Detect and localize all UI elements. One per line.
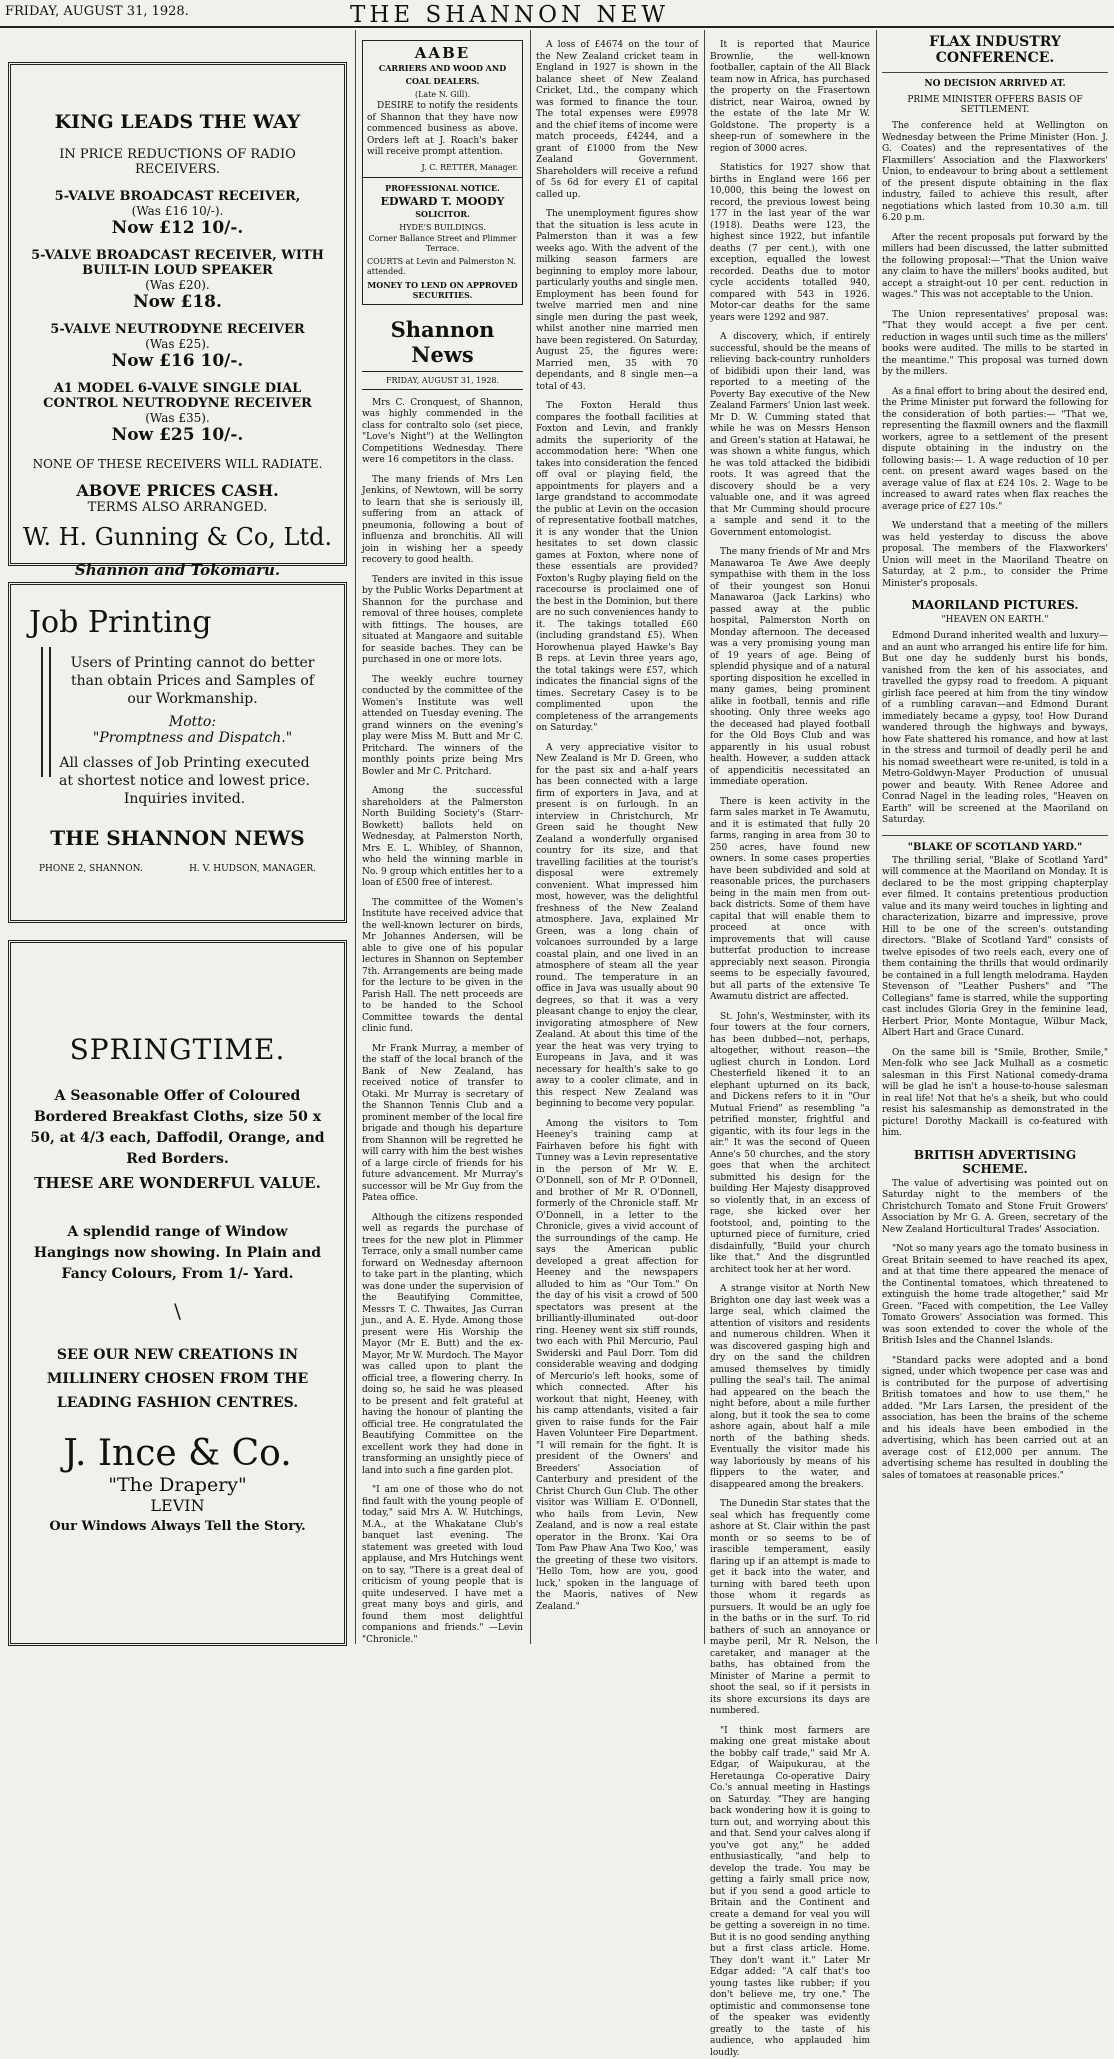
paper-title: Shannon News [362, 317, 523, 367]
aabe-late: (Late N. Gill). [367, 88, 518, 101]
job-ad-paper: THE SHANNON NEWS [11, 826, 344, 850]
news-item: We understand that a meeting of the millers was held yesterday to discuss the above proposal. The members of the Flaxworkers' Union will meet in the Maoriland Theatre on Saturday, at 2 p.m., to consider the Prime Minister's proposals. [882, 521, 1108, 590]
paper-date: FRIDAY, AUGUST 31, 1928. [362, 371, 523, 390]
news-item: The unemployment figures show that the situation is less acute in Palmerston than it was a few weeks ago. With the advent of the milking season farmers are beginning to employ more labour, particularly youths and single men. Employment has been found for twelve married men and nine single men during the past week, whilst another nine married men have been registered. On Saturday, August 25, the figures were: Married men, 35 with 70 dependants, and 8 single men—a total of 43. [536, 209, 698, 393]
news-item: Mrs C. Cronquest, of Shannon, was highly commended in the class for contralto solo (set piece, "Love's Night") at the Wellington Competitions Wednesday. There were 16 competitors in the class. [362, 398, 523, 467]
news-item: "I am one of those who do not find fault with the young people of today," said Mrs A. W. Hutchings, M.A., at the Whakatane Club's banquet last evening. The statement was greeted with loud applause, and Mrs Hutchings went on to say, "There is a great deal of criticism of young people that is quite undeserved. I have met a great many boys and girls, and found them most delightful companions and friends." —Levin "Chronicle." [362, 1485, 523, 1646]
moody-bldg: HYDE'S BUILDINGS. [367, 221, 518, 234]
column-rule [876, 30, 877, 1644]
maoriland-subheading: "HEAVEN ON EARTH." [882, 615, 1108, 625]
spring-ad-mark: \ [11, 1299, 344, 1323]
aabe-sign: J. C. RETTER, Manager. [367, 161, 518, 174]
radio-item: 5-VALVE NEUTRODYNE RECEIVER (Was £25). Now £16 10/-. [11, 322, 344, 371]
spring-ad-offer: A Seasonable Offer of Coloured Bordered Breakfast Cloths, size 50 x 50, at 4/3 each, Daffodil, Orange, and Red Borders. [27, 1086, 328, 1170]
news-item: "Standard packs were adopted and a bond signed, under which twopence per case was and is contributed for the purpose of advertising British tomatoes and how to use them," he added. "Mr Lars Larsen, the president of the association, has been the brains of the scheme and his ideals have been embodied in the advertising, which has been carried out at an average cost of £12,000 per annum. The advertising scheme has resulted in doubling the sales of tomatoes at reasonable prices." [882, 1356, 1108, 1483]
news-item: The many friends of Mr and Mrs Manawaroa Te Awe Awe deeply sympathise with them in the loss of their youngest son Honui Manawaroa (Jack Larkins) who passed away at the public hospital, Palmerston North on Monday afternoon. The deceased was a very promising young man of 19 years of age. Being of splendid physique and of a natural sporting disposition he excelled in many games, being prominent alike in football, tennis and rifle shooting. Only three weeks ago the deceased had played football for the Old Boys Club and was apparently in his usual robust health. However, a sudden attack of appendicitis necessitated an immediate operation. [710, 547, 870, 789]
aabe-title: AABE [367, 44, 518, 62]
news-item: "I think most farmers are making one great mistake about the bobby calf trade," said Mr A. Edgar, of Waipukurau, at the Heretaunga Co-operative Dairy Co.'s annual meeting in Hastings on Saturday. "They are hanging back wondering how it is going to turn out, and worrying about this and that. Send your calves along if you've got any," he added enthusiastically, "and help to develop the trade. You may be getting a fairly small price now, but if you send a good article to Britain and the Continent and create a demand for veal you will be getting a sovereign in no time. But it is no good sending anything but a first class article. Home. They don't want it." Later Mr Edgar added: "A calf that's too young tastes like rubber; if you don't believe me, try one." The optimistic and commonsense tone of the speaker was evidently greatly to the taste of his audience, who applauded him loudly. [710, 1726, 870, 2059]
spring-ad-hangings: A splendid range of Window Hangings now showing. In Plain and Fancy Colours, From 1/- Yard. [31, 1222, 324, 1285]
job-ad-phone: PHONE 2, SHANNON. [39, 864, 143, 874]
news-item: A loss of £4674 on the tour of the New Zealand cricket team in England in 1927 is shown in the balance sheet of New Zealand Cricket, Ltd., the company which was formed to finance the tour. The total expenses were £9978 and the chief items of income were match proceeds, £4244, and a grant of £1000 from the New Zealand Government. Shareholders will receive a refund of 5s 6d for every £1 of capital called up. [536, 40, 698, 201]
radio-item: 5-VALVE BROADCAST RECEIVER, WITH BUILT-IN LOUD SPEAKER (Was £20). Now £18. [11, 248, 344, 312]
spring-ad-firm: J. Ince & Co. [11, 1433, 344, 1474]
news-item: The conference held at Wellington on Wednesday between the Prime Minister (Hon. J. G. Coates) and the representatives of the Flaxmillers' Association and the Flaxworkers' Union, to endeavour to bring about a settlement of the present dispute obtaining in the flax industry, failed to achieve this result, after negotiations which lasted from 10.30 a.m. till 6.20 p.m. [882, 121, 1108, 225]
flax-subheading-2: PRIME MINISTER OFFERS BASIS OF SETTLEMENT. [882, 95, 1108, 115]
springtime-ad [8, 940, 347, 1646]
radio-ad-cash: ABOVE PRICES CASH. [11, 481, 344, 500]
news-item: The weekly euchre tourney conducted by the committee of the Women's Institute was well attended on Tuesday evening. The grand winners on the evening's play were Miss M. Butt and Mr C. Pritchard. The winners of the monthly points prize being Mrs Bowler and Mr C. Pritchard. [362, 675, 523, 779]
masthead-title: THE SHANNON NEW [350, 2, 669, 28]
radio-ad [8, 62, 347, 566]
masthead-rule [0, 26, 1114, 28]
news-item: There is keen activity in the farm sales market in Te Awamutu, and it is estimated that fully 20 farms, ranging in area from 30 to 250 acres, have found new owners. In some cases properties have been subdivided and sold at reasonable prices, the purchasers being in the main men from out-back districts. Some of them have capital that will enable them to proceed at once with improvements that will cause butterfat production to increase appreciably next season. Pirongia seems to be especially favoured, but all parts of the extensive Te Awamutu district are affected. [710, 797, 870, 1004]
aabe-sub: CARRIERS AND WOOD AND COAL DEALERS. [367, 62, 518, 88]
news-item: Statistics for 1927 show that births in England were 166 per 10,000, this being the lowest on record, the previous lowest being 177 in the last year of the war (1918). Deaths were 123, the highest since 1922, but infantile deaths (7 per cent.), with one exception, equalled the lowest recorded. Deaths due to motor cycle accidents totalled 940, compared with 543 in 1926. Motor-car deaths for the same years were 1292 and 987. [710, 163, 870, 324]
moody-money: MONEY TO LEND ON APPROVED SECURITIES. [367, 280, 518, 300]
moody-addr: Corner Ballance Street and Plimmer Terrace. [367, 234, 518, 254]
news-item: A strange visitor at North New Brighton one day last week was a large seal, which claimed the attention of visitors and residents and numerous children. When it was discovered gasping high and dry on the sand the children amused themselves by timidly pulling the seal's tail. The animal had appeared on the beach the night before, about a mile further along, but it took the sea to come ashore again, about half a mile north of the bathing sheds. Eventually the visitor made his way laboriously by means of his flippers to the water, and disappeared among the breakers. [710, 1284, 870, 1491]
news-item: After the recent proposals put forward by the millers had been discussed, the latter submitted the following proposal:—"That the Union waive any claim to have the millers' books audited, but accept a straight-out 10 per cent. reduction in wages." This was not acceptable to the Union. [882, 233, 1108, 302]
news-item: The Union representatives' proposal was: "That they would accept a five per cent. reduction in wages until such time as the millers' books were audited. The mills to be started in the meantime." This proposal was turned down by the millers. [882, 310, 1108, 379]
news-item: The Dunedin Star states that the seal which has frequently come ashore at St. Clair within the past month or so seems to be of irascible temperament, easily flaring up if an attempt is made to get it back into the water, and turning with bared teeth upon those whom it regards as pursuers. It would be an ugly foe in the baths or in the surf. To rid bathers of such an annoyance or maybe peril, Mr R. Nelson, the caretaker, and manager at the baths, has obtained from the Minister of Marine a permit to shoot the seal, so if it persists in its shore excursions its days are numbered. [710, 1499, 870, 1718]
job-printing-ad [8, 582, 347, 923]
spring-ad-town: LEVIN [11, 1496, 344, 1515]
masthead-date: FRIDAY, AUGUST 31, 1928. [5, 4, 189, 19]
news-item: "Not so many years ago the tomato business in Great Britain seemed to have reached its apex, and at that time there appeared the menace of the Continental tomatoes, which threatened to extinguish the home trade altogether," said Mr Green. "Faced with competition, the Lee Valley Tomato Growers' Association was formed. This was soon extended to cover the whole of the British Isles and the Channel Islands. [882, 1244, 1108, 1348]
news-item: The committee of the Women's Institute have received advice that the well-known lecturer on birds, Mr Johannes Andersen, will be able to give one of his popular lectures in Shannon on September 7th. Arrangements are being made for the lecture to be given in the Parish Hall. The nett proceeds are to be handed to the School Committee towards the dental clinic fund. [362, 898, 523, 1036]
news-item: Tenders are invited in this issue by the Public Works Department at Shannon for the purchase and removal of three houses, complete with fittings. The houses, are situated at Mangaore and suitable for seaside baches. They can be purchased in one or more lots. [362, 575, 523, 667]
advertising-heading: BRITISH ADVERTISING SCHEME. [882, 1148, 1108, 1176]
column-rule [355, 30, 356, 1644]
radio-item: A1 MODEL 6-VALVE SINGLE DIAL CONTROL NEUTRODYNE RECEIVER (Was £35). Now £25 10/-. [11, 381, 344, 445]
radio-ad-terms: TERMS ALSO ARRANGED. [11, 500, 344, 515]
radio-ad-towns: Shannon and Tokomaru. [11, 561, 344, 579]
column-5 [882, 34, 1108, 1640]
news-item: A very appreciative visitor to New Zealand is Mr D. Green, who for the past six and a-half years has been connected with a large firm of exporters in Java, and at present is on furlough. In an interview in Christchurch, Mr Green said he thought New Zealand a wonderfully organised country for its size, and that travelling facilities at the tourist's disposal were extremely convenient. What impressed him most, however, was the delightful freshness of the New Zealand atmosphere. Java, explained Mr Green, was a long chain of volcanoes surrounded by a large coastal plain, and one lived in an atmosphere of steam all the year round. The temperature in an office in Java was usually about 90 degrees, so that it was a very pleasant change to enjoy the clear, invigorating atmosphere of New Zealand. At about this time of the year the heat was very trying to Europeans in Java, and it was necessary for health's sake to go away to a cooler climate, and in this respect New Zealand was beginning to become very popular. [536, 743, 698, 1111]
news-item: Among the visitors to Tom Heeney's training camp at Fairhaven before his fight with Tunney was a Levin representative in the person of Mr W. E. O'Donnell, son of Mr P. O'Donnell, and brother of Mr R. O'Donnell, formerly of the Chronicle staff. Mr O'Donnell, in a letter to the Chronicle, gives a vivid account of the surroundings of the camp. He says the American public developed a great affection for Heeney and the newspapers alluded to him as "Our Tom." On the day of his visit a crowd of 500 spectators was present at the brilliantly-illuminated out-door ring. Heeney went six stiff rounds, two each with Phil Mercurio, Paul Swiderski and Paul Dorr. Tom did considerable weaving and dodging of Mercurio's left hooks, some of which connected. After his workout that night, Heeney, with his camp attendants, visited a fair given to raise funds for the Fair Haven Volunteer Fire Department. "I will remain for the fight. It is president of the Owners' and Breeders' Association of Canterbury and president of the Christ Church Gun Club. The other visitor was William E. O'Donnell, who hails from Levin, New Zealand, and is now a real estate operator in the Bronx. 'Kai Ora Tom Paw Phaw Ana Two Koo,' was the greeting of these two visitors. 'Hello Tom, how are you, good luck,' spoken in the language of the Maoris, natives of New Zealand." [536, 1119, 698, 1614]
job-ad-title: Job Printing [29, 605, 344, 640]
radio-item: 5-VALVE BROADCAST RECEIVER, (Was £16 10/-). Now £12 10/-. [11, 189, 344, 238]
column-3 [536, 40, 698, 1640]
moody-name: EDWARD T. MOODY [367, 195, 518, 208]
maoriland-heading: MAORILAND PICTURES. [882, 598, 1108, 612]
flax-subheading: NO DECISION ARRIVED AT. [882, 79, 1108, 89]
job-ad-body: Users of Printing cannot do better than obtain Prices and Samples of our Workmanship. [61, 654, 324, 708]
news-item: The Foxton Herald thus compares the football facilities at Foxton and Levin, and frankly admits the superiority of the accommodation here: "When one takes into consideration the fenced off oval or playing field, the appointments for players and a large grandstand to accommodate the public at Levin on the occasion of representative football matches, it is any wonder that the Union hesitates to set down classic games at Foxton, where none of these essentials are provided? Foxton's Rugby playing field on the racecourse is proclaimed one of the best in the Dominion, but there are no such conveniences handy to it. The takings totalled £60 (including grandstand £5). When Horowhenua played Hawke's Bay B reps. at Levin three years ago, the total takings were £57, which indicates the financial signs of the times. Secretary Casey is to be complimented upon the completeness of the arrangements on Saturday." [536, 401, 698, 735]
spring-ad-millinery: SEE OUR NEW CREATIONS IN MILLINERY CHOSEN FROM THE LEADING FASHION CENTRES. [31, 1343, 324, 1415]
spring-ad-always: Our Windows Always Tell the Story. [11, 1519, 344, 1534]
aabe-body: DESIRE to notify the residents of Shannon that they have now commenced business as above. Orders left at J. Roach's baker will receive prompt attention. [367, 101, 518, 159]
radio-ad-headline: KING LEADS THE WAY [11, 111, 344, 133]
job-ad-manager: H. V. HUDSON, MANAGER. [189, 864, 316, 874]
column-rule [704, 30, 705, 1644]
news-item: On the same bill is "Smile, Brother, Smile," Men-folk who see Jack Mulhall as a cosmetic salesman in this First National comedy-drama will be glad he isn't a house-to-house salesman in real life! Not that he's a sheik, but who could resist his salesmanship as demonstrated in the picture! Dorothy Mackaill is co-featured with him. [882, 1048, 1108, 1140]
spring-ad-drapery: "The Drapery" [11, 1474, 344, 1496]
news-item: A discovery, which, if entirely successful, should be the means of relieving back-country runholders of bidibidi upon their land, was reported to a meeting of the Poverty Bay executive of the New Zealand Farmers' Union last week. Mr D. W. Cumming stated that while he was on Messrs Henson and Green's station at Hatawai, he was shown a white fungus, which he was told attacked the bidibidi roots. It was agreed that the discovery should be a very valuable one, and it was agreed that Mr Cumming should procure a sample and send it to the Government entomologist. [710, 332, 870, 539]
spring-ad-value: THESE ARE WONDERFUL VALUE. [11, 1174, 344, 1192]
news-item: Edmond Durand inherited wealth and luxury—and an aunt who arranged his entire life for him. But one day he suddenly burst his bonds, vanished from the ken of his associates, and travelled the gypsy road to freedom. A piquant girlish face peered at him from the tiny window of a rumbling caravan—and Edmond Durant immediately became a gypsy, too! How Durand wandered through the highways and byways, how Fate shattered his romance, and how at last in the stress and turmoil of deadly peril he and his nomad sweetheart were re-united, is told in a Metro-Goldwyn-Mayer Production of unusual power and beauty. With Renee Adoree and Conrad Nagel in the leading roles, "Heaven on Earth" will be screened at the Maoriland on Saturday. [882, 631, 1108, 827]
column-4 [710, 40, 870, 1640]
column-rule [530, 30, 531, 1644]
moody-label: PROFESSIONAL NOTICE. [367, 182, 518, 195]
job-ad-motto-label: Motto: [41, 714, 344, 730]
moody-title: SOLICITOR. [367, 208, 518, 221]
blake-heading: "BLAKE OF SCOTLAND YARD." [882, 842, 1108, 853]
spring-ad-title: SPRINGTIME. [11, 1033, 344, 1066]
moody-courts: COURTS at Levin and Palmerston N. attended. [367, 257, 518, 277]
news-item: St. John's, Westminster, with its four towers at the four corners, has been dubbed—not, perhaps, altogether, without reason—the ugliest church in London. Lord Chesterfield likened it to an elephant upturned on its back, and Dickens refers to it in "Our Mutual Friend" as resembling "a petrified monster, frightful and gigantic, with its four legs in the air." It was the second of Queen Anne's 50 churches, and the story goes that when the architect submitted his design for the building Her Majesty disapproved so violently that, in an excess of rage, she kicked over her footstool, and, pointing to the upturned piece of furniture, cried disdainfully, "Build your church like that." And the disgruntled architect took her at her word. [710, 1012, 870, 1277]
news-item: As a final effort to bring about the desired end, the Prime Minister put forward the following for the consideration of both parties:— "That we, representing the flaxmill owners and the flaxmill workers, agree to a settlement of the present dispute obtaining in the industry on the following basis:— 1. A wage reduction of 10 per cent. on present award wages based on the average value of flax at £24 10s. 2. Wage to be increased to award rates when flax reaches the average price of £27 10s." [882, 387, 1108, 514]
radio-ad-firm: W. H. Gunning & Co, Ltd. [11, 523, 344, 551]
news-item: The thrilling serial, "Blake of Scotland Yard" will commence at the Maoriland on Monday. It is declared to be the most gripping chapterplay ever filmed. It contains pretentious production value and its many weird touches in lighting and characterization, bizarre and impressive, prove Hill to be one of the screen's outstanding directors. "Blake of Scotland Yard" consists of twelve episodes of two reels each, every one of them containing the thrills that would ordinarily be contained in a full length melodrama. Hayden Stevenson of "Leather Pushers" and "The Collegians" fame is starred, while the supporting cast includes Gloria Grey in the feminine lead, Herbert Prior, Monte Montague, Wilbur Mack, Albert Hart and Grace Cunard. [882, 856, 1108, 1040]
radio-ad-radiate: NONE OF THESE RECEIVERS WILL RADIATE. [11, 457, 344, 471]
news-item: Mr Frank Murray, a member of the staff of the local branch of the Bank of New Zealand, has received notice of transfer to Otaki. Mr Murray is secretary of the Shannon Tennis Club and a prominent member of the local fire brigade and though his departure from Shannon will be regretted he will carry with him the best wishes of a large circle of friends for his future advancement. Mr Murray's successor will be Mr Guy from the Patea office. [362, 1044, 523, 1205]
news-item: It is reported that Maurice Brownlie, the well-known footballer, captain of the All Black team now in Africa, has purchased the property on the Frasertown district, near Wairoa, owned by the estate of the late Mr W. Goldstone. The property is a sheep-run of somewhere in the region of 3000 acres. [710, 40, 870, 155]
job-ad-motto: "Promptness and Dispatch." [41, 730, 344, 746]
news-item: Among the successful shareholders at the Palmerston North Building Society's (Starr-Bowkett) ballots held on Wednesday, at Palmerston North, Mrs E. L. Whibley, of Shannon, who held the winning marble in No. 9 group which entitles her to a loan of £500 free of interest. [362, 786, 523, 890]
news-item: Although the citizens responded well as regards the purchase of trees for the new plot in Plimmer Terrace, only a small number came forward on Wednesday afternoon to take part in the planting, which was done under the supervision of the Beautifying Committee, Messrs T. C. Thwaites, Jas Curran jun., and A. E. Hyde. Among those present were His Worship the Mayor (Mr E. Butt) and the ex-Mayor, Mr W. Murdoch. The Mayor was called upon to plant the official tree, a flowering cherry. In doing so, he said he was pleased to be present and felt grateful at having the honour of planting the official tree. He congratulated the Beautifying Committee on the excellent work they had done in transforming an unsightly piece of land into such a fine garden plot. [362, 1213, 523, 1478]
radio-ad-intro: IN PRICE REDUCTIONS OF RADIO RECEIVERS. [41, 147, 314, 177]
job-ad-rule [41, 647, 51, 777]
column-2 [362, 40, 523, 1640]
news-item: The many friends of Mrs Len Jenkins, of Newtown, will be sorry to learn that she is seriously ill, suffering from an attack of pneumonia, following a bout of influenza and bronchitis. All will join in wishing her a speedy recovery to good health. [362, 475, 523, 567]
flax-heading: FLAX INDUSTRY CONFERENCE. [882, 34, 1108, 66]
news-item: The value of advertising was pointed out on Saturday night to the members of the Christchurch Tomato and Stone Fruit Growers' Association by Mr G. A. Green, secretary of the New Zealand Horticultural Trades' Association. [882, 1179, 1108, 1237]
job-ad-classes: All classes of Job Printing executed at shortest notice and lowest price. Inquiries invited. [51, 754, 318, 808]
